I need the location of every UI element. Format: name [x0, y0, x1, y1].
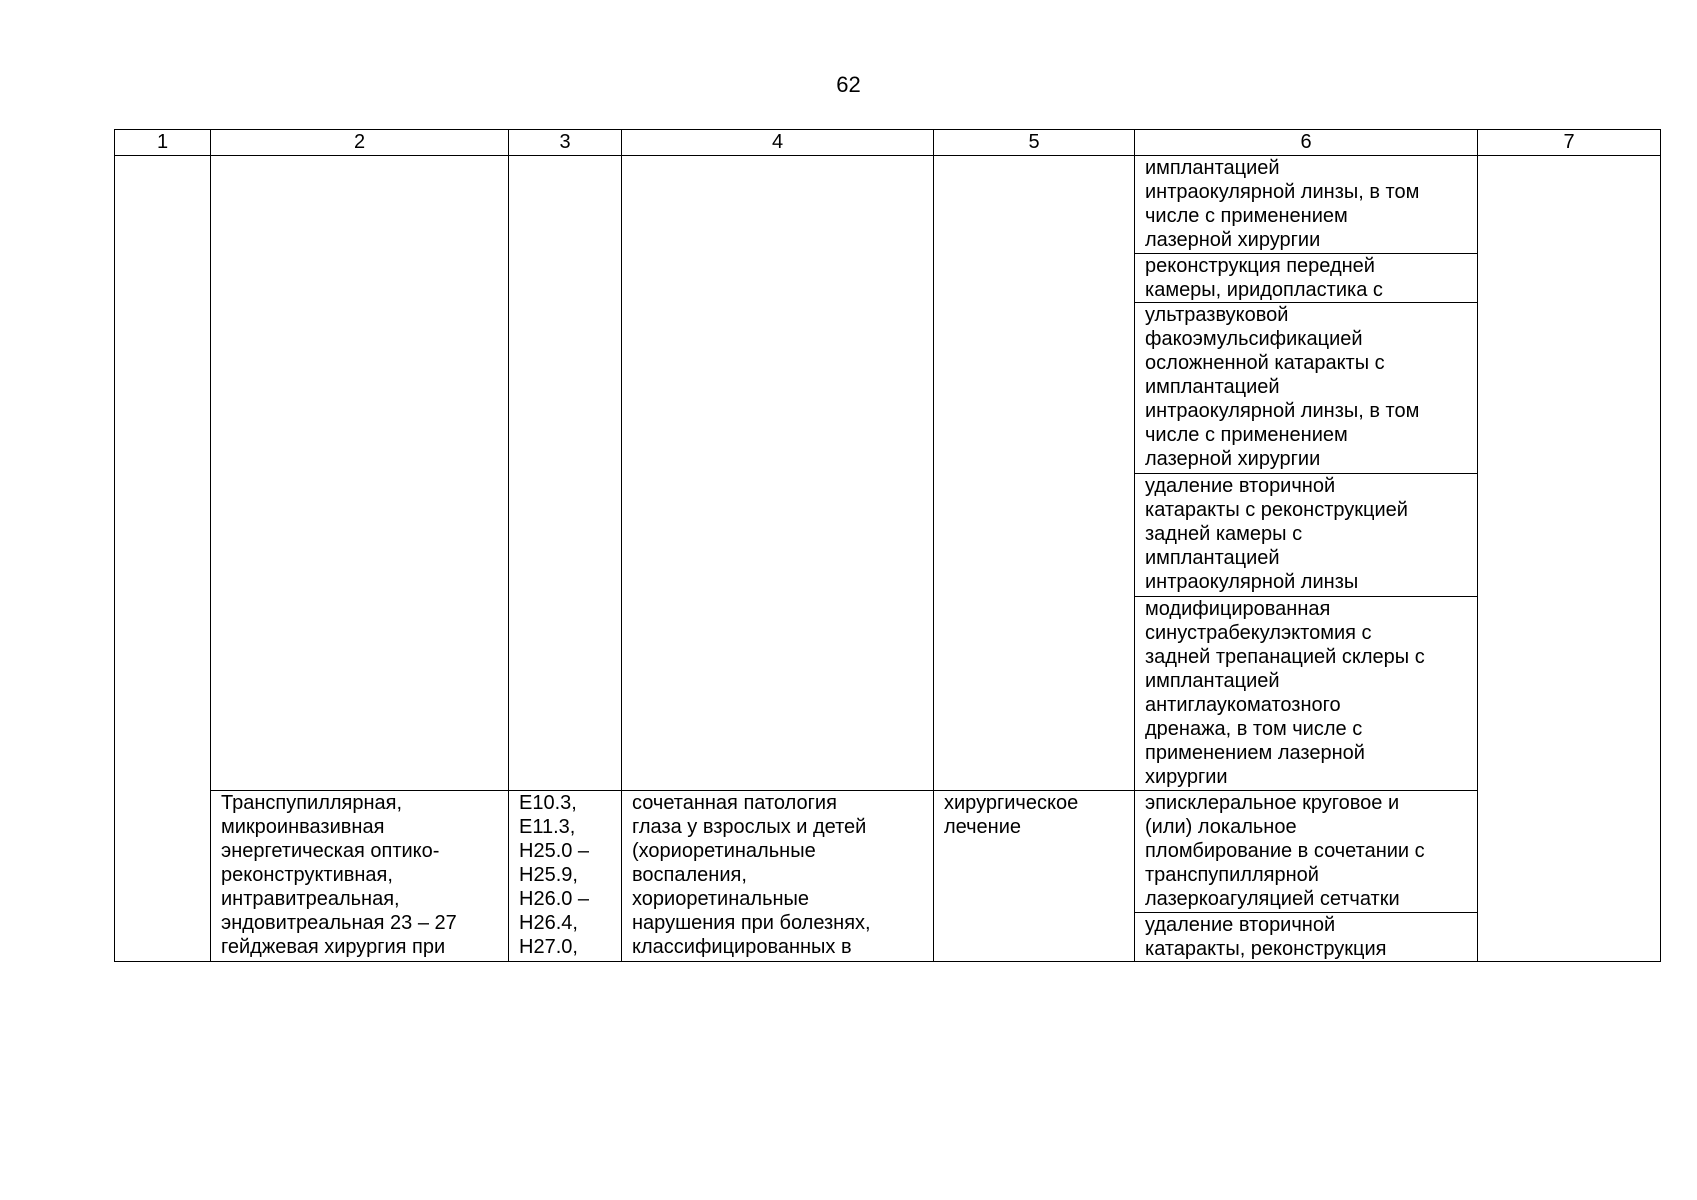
- page-number: 62: [836, 72, 861, 97]
- col5-cell-empty: [934, 156, 1135, 791]
- col3-cell-empty: [509, 156, 622, 791]
- method-cell: имплантацией интраокулярной линзы, в том числе с применением лазерной хирургии: [1135, 156, 1478, 254]
- col1-cell: [115, 156, 211, 962]
- col2-cell-empty: [211, 156, 509, 791]
- column-header-1: 1: [115, 130, 211, 156]
- column-header-6: 6: [1135, 130, 1478, 156]
- icd-codes-cell: E10.3, E11.3, H25.0 – H25.9, H26.0 – H26.4, H27.0,: [509, 791, 622, 962]
- pathology-cell: сочетанная патология глаза у взрослых и детей (хориоретинальные воспаления, хориоретинальные нарушения при болезнях, классифицированных в: [622, 791, 934, 962]
- column-header-7: 7: [1478, 130, 1661, 156]
- method-cell: ультразвуковой факоэмульсификацией осложненной катаракты с имплантацией интраокулярной линзы, в том числе с применением лазерной хирургии: [1135, 303, 1478, 474]
- table-row: [115, 156, 1661, 254]
- method-cell: эписклеральное круговое и (или) локальное пломбирование в сочетании с транспупиллярной лазеркоагуляцией сетчатки: [1135, 791, 1478, 913]
- column-number-row: [115, 130, 1661, 156]
- method-cell: модифицированная синустрабекулэктомия с задней трепанацией склеры с имплантацией антиглаукоматозного дренажа, в том числе с применением лазерной хирургии: [1135, 597, 1478, 791]
- col4-cell-empty: [622, 156, 934, 791]
- column-header-5: 5: [934, 130, 1135, 156]
- method-cell: удаление вторичной катаракты, реконструкция: [1135, 913, 1478, 962]
- column-header-3: 3: [509, 130, 622, 156]
- table-row: [115, 791, 1661, 913]
- method-cell: реконструкция передней камеры, иридопластика с: [1135, 254, 1478, 303]
- col7-cell: [1478, 156, 1661, 962]
- column-header-2: 2: [211, 130, 509, 156]
- procedure-name-cell: Транспупиллярная, микроинвазивная энергетическая оптико- реконструктивная, интравитреальная, эндовитреальная 23 – 27 гейджевая хирургия при: [211, 791, 509, 962]
- medical-procedures-table: [114, 129, 1661, 962]
- treatment-type-cell: хирургическое лечение: [934, 791, 1135, 962]
- column-header-4: 4: [622, 130, 934, 156]
- method-cell: удаление вторичной катаракты с реконструкцией задней камеры с имплантацией интраокулярной линзы: [1135, 474, 1478, 597]
